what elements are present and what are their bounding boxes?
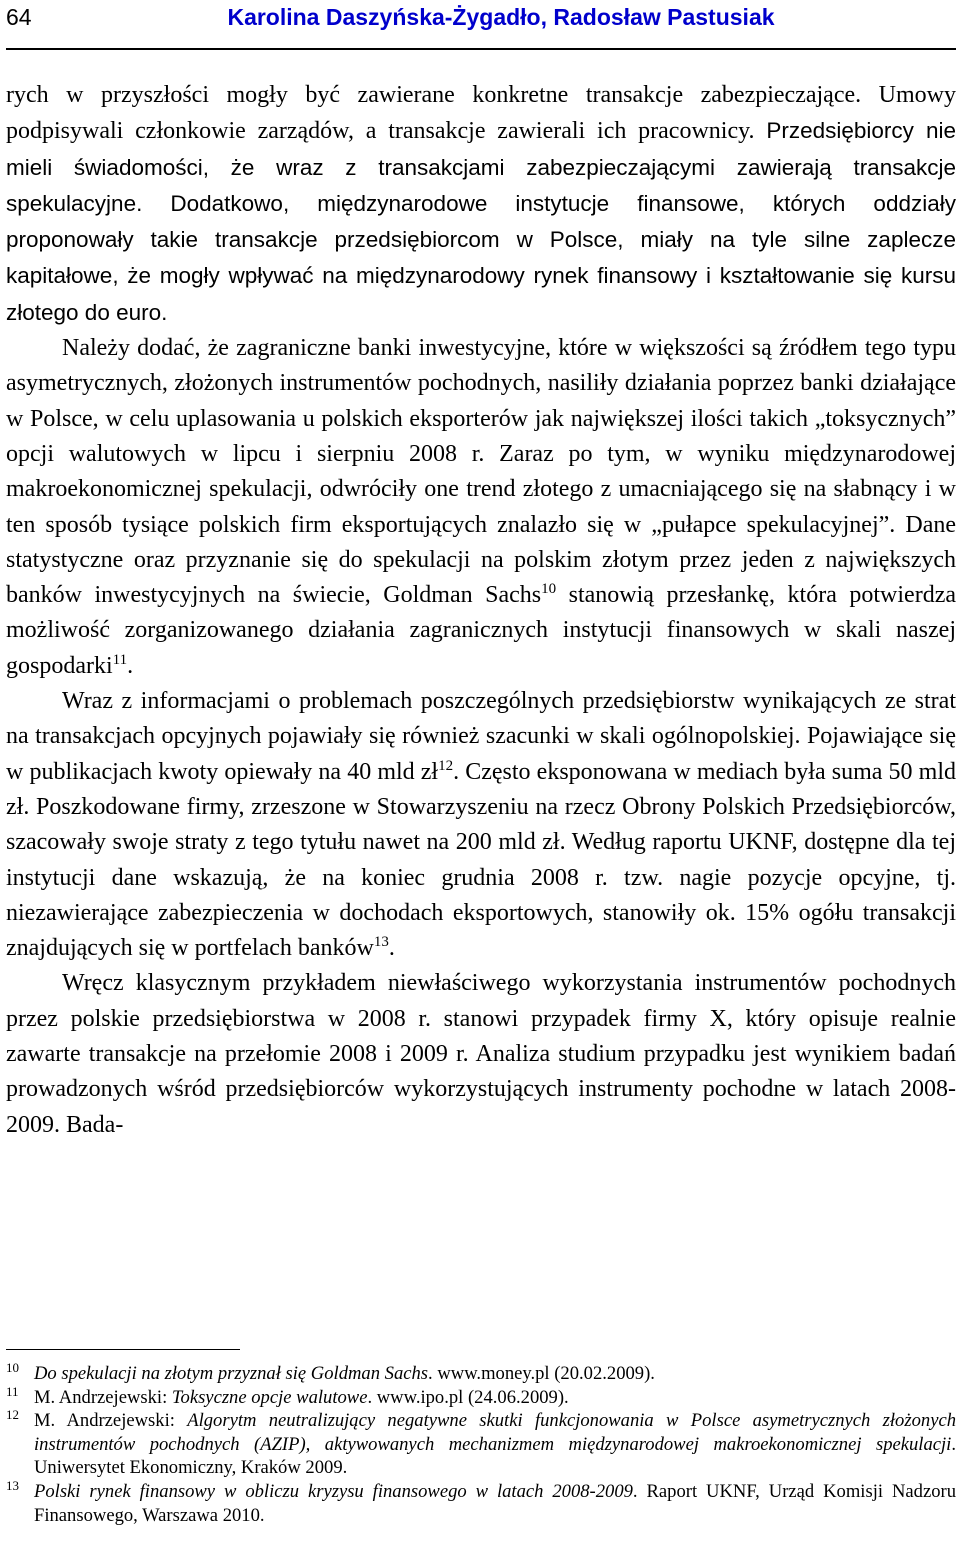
- footnote-ref-11[interactable]: 11: [112, 651, 128, 668]
- footnote-mark: 13: [6, 1477, 19, 1493]
- paragraph-3: [6, 684, 956, 966]
- footnote-title: Do spekulacji na złotym przyznał się Goldman Sachs: [34, 1363, 429, 1384]
- footnote-mark: 11: [6, 1383, 19, 1399]
- footnote-mark: 12: [6, 1407, 19, 1423]
- footnote-11: [6, 1383, 956, 1410]
- footnote-mark: 10: [6, 1360, 19, 1375]
- paragraph-3-part-a: Wraz z informacjami o problemach poszczególnych przedsiębiorstw wynikających ze strat na transakcjach opcyjnych pojawiały się również szacunki w skali ogólnopolskiej. Pojawiające się w publikacjach kwoty opiewały na 40 mld zł: [6, 688, 956, 785]
- page-header: [6, 0, 956, 50]
- page-number: 64: [6, 4, 32, 30]
- footnote-source: . www.money.pl (20.02.2009).: [428, 1363, 655, 1384]
- footnote-author: M. Andrzejewski:: [34, 1410, 188, 1432]
- footnote-separator: [6, 1349, 240, 1350]
- paragraph-4: Wręcz klasycznym przykładem niewłaściwego wykorzystania instrumentów pochodnych przez polskie przedsiębiorstwa w 2008 r. stanowi przypadek firmy X, który opisuje realnie zawarte transakcje na przełomie 2008 i 2009 r. Analiza studium przypadku jest wynikiem badań prowadzonych wśród przedsiębiorców wykorzystujących instrumenty pochodne w latach 2008-2009. Bada-: [6, 970, 956, 1138]
- body-text: [6, 78, 956, 1143]
- paragraph-2-part-a: Należy dodać, że zagraniczne banki inwestycyjne, które w większości są źródłem tego typu asymetrycznych, złożonych instrumentów pochodnych, nasiliły działania poprzez banki działające w Polsce, w celu uplasowania u polskich eksporterów jak największej ilości takich „toksycznych” opcji walutowych w lipcu i sierpniu 2008 r. Zaraz po tym, w wyniku międzynarodowej makroekonomicznej spekulacji, odwróciły one trend złotego z umacniającego się na słabnący i w ten sposób tysiące polskich firm eksportujących znalazło się w „pułapce spekulacyjnej”. Dane statystyczne oraz przyznanie się do spekulacji na polskim złotym przez jeden z największych banków inwestycyjnych na świecie, Goldman Sachs: [6, 335, 956, 609]
- footnote-title: Toksyczne opcje walutowe: [171, 1386, 368, 1408]
- footnotes: [6, 1362, 956, 1527]
- paragraph-1: [6, 78, 956, 331]
- footnote-13: [6, 1477, 956, 1527]
- footnote-source: . Uniwersytet Ekonomiczny, Kraków 2009.: [34, 1433, 956, 1479]
- paragraph-2: [6, 331, 956, 684]
- paragraph-1-part-b: Przedsiębiorcy nie mieli świadomości, że wraz z transakcjami zabezpieczającymi zawierają transakcje spekulacyjne. Dodatkowo, międzynarodowe instytucje finansowe, których oddziały proponowały takie transakcje przedsiębiorcom w Polsce, miały na tyle silne zaplecze kapitałowe, że mogły wpływać na międzynarodowy rynek finansowy i kształtowanie się kursu złotego do euro.: [6, 118, 956, 325]
- paragraph-3-part-b: . Często eksponowana w mediach była suma 50 mld zł. Poszkodowane firmy, zrzeszone w Stowarzyszeniu na rzecz Obrony Polskich Przedsiębiorców, szacowały swoje straty z tego tytułu nawet na 200 mld zł. Według raportu UKNF, dostępne dla tej instytucji dane wskazują, że na koniec grudnia 2008 r. tzw. nagie pozycje opcyjne, tj. niezawierające zabezpieczenia w dochodach eksportowych, stanowiły ok. 15% ogółu transakcji znajdujących się w portfelach banków: [6, 758, 956, 962]
- footnote-10: [6, 1362, 956, 1386]
- paragraph-3-part-c: .: [388, 935, 395, 962]
- footnote-title: Algorytm neutralizujący negatywne skutki funkcjonowania w Polsce asymetrycznych złożonych instrumentów pochodnych (AZIP), aktywowanych mechanizmem międzynarodowej makroekonomicznej spekulacji: [34, 1410, 956, 1455]
- paragraph-2-part-b: stanowią przesłankę, która potwierdza możliwość zorganizowanego działania zagranicznych instytucji finansowych w skali naszej gospodarki: [6, 582, 957, 679]
- footnote-ref-12[interactable]: 12: [438, 757, 454, 774]
- footnote-source: . Raport UKNF, Urząd Komisji Nadzoru Finansowego, Warszawa 2010.: [34, 1480, 956, 1526]
- footnote-12: [6, 1409, 956, 1480]
- footnote-author: M. Andrzejewski:: [34, 1386, 172, 1408]
- paragraph-1-part-a: rych w przyszłości mogły być zawierane konkretne transakcje zabezpieczające. Umowy podpisywali członkowie zarządów, a transakcje zawierali ich pracownicy.: [6, 82, 956, 145]
- footnote-title: Polski rynek finansowy w obliczu kryzysu finansowego w latach 2008-2009: [34, 1480, 633, 1502]
- footnote-ref-10[interactable]: 10: [541, 581, 557, 598]
- paragraph-2-part-c: .: [127, 652, 134, 679]
- footnote-ref-13[interactable]: 13: [373, 934, 389, 951]
- running-head-authors: Karolina Daszyńska-Żygadło, Radosław Pastusiak: [227, 4, 775, 30]
- footnote-source: . www.ipo.pl (24.06.2009).: [367, 1386, 569, 1408]
